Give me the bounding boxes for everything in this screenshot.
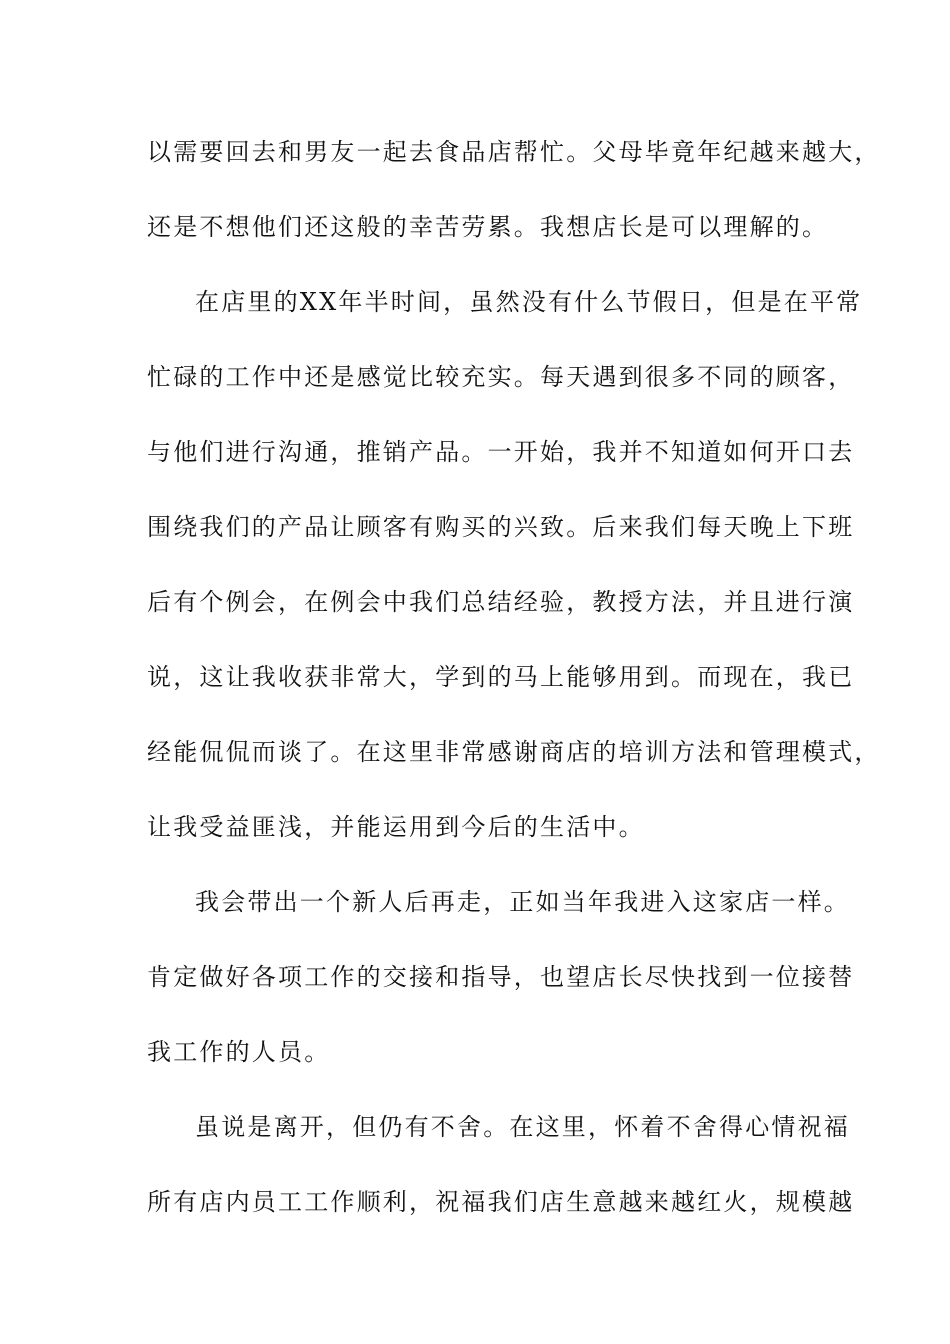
text-line-14: 虽说是离开，但仍有不舍。在这里，怀着不舍得心情祝福 bbox=[195, 1113, 850, 1141]
text-line-7: 后有个例会，在例会中我们总结经验，教授方法，并且进行演 bbox=[147, 588, 855, 616]
text-line-10: 让我受益匪浅，并能运用到今后的生活中。 bbox=[147, 813, 645, 841]
text-line-8: 说，这让我收获非常大，学到的马上能够用到。而现在，我已 bbox=[147, 663, 855, 691]
text-line-6: 围绕我们的产品让顾客有购买的兴致。后来我们每天晚上下班 bbox=[147, 513, 855, 541]
text-line-15: 所有店内员工工作顺利，祝福我们店生意越来越红火，规模越 bbox=[147, 1188, 855, 1216]
text-line-9: 经能侃侃而谈了。在这里非常感谢商店的培训方法和管理模式， bbox=[147, 738, 881, 766]
text-line-11: 我会带出一个新人后再走，正如当年我进入这家店一样。 bbox=[195, 888, 850, 916]
text-line-2: 还是不想他们还这般的幸苦劳累。我想店长是可以理解的。 bbox=[147, 213, 829, 241]
text-line-12: 肯定做好各项工作的交接和指导，也望店长尽快找到一位接替 bbox=[147, 963, 855, 991]
text-line-5: 与他们进行沟通，推销产品。一开始，我并不知道如何开口去 bbox=[147, 438, 855, 466]
text-line-4: 忙碌的工作中还是感觉比较充实。每天遇到很多不同的顾客， bbox=[147, 363, 855, 391]
text-line-13: 我工作的人员。 bbox=[147, 1038, 331, 1066]
text-line-1: 以需要回去和男友一起去食品店帮忙。父母毕竟年纪越来越大， bbox=[147, 138, 881, 166]
text-line-3: 在店里的XX年半时间，虽然没有什么节假日，但是在平常 bbox=[195, 288, 863, 316]
